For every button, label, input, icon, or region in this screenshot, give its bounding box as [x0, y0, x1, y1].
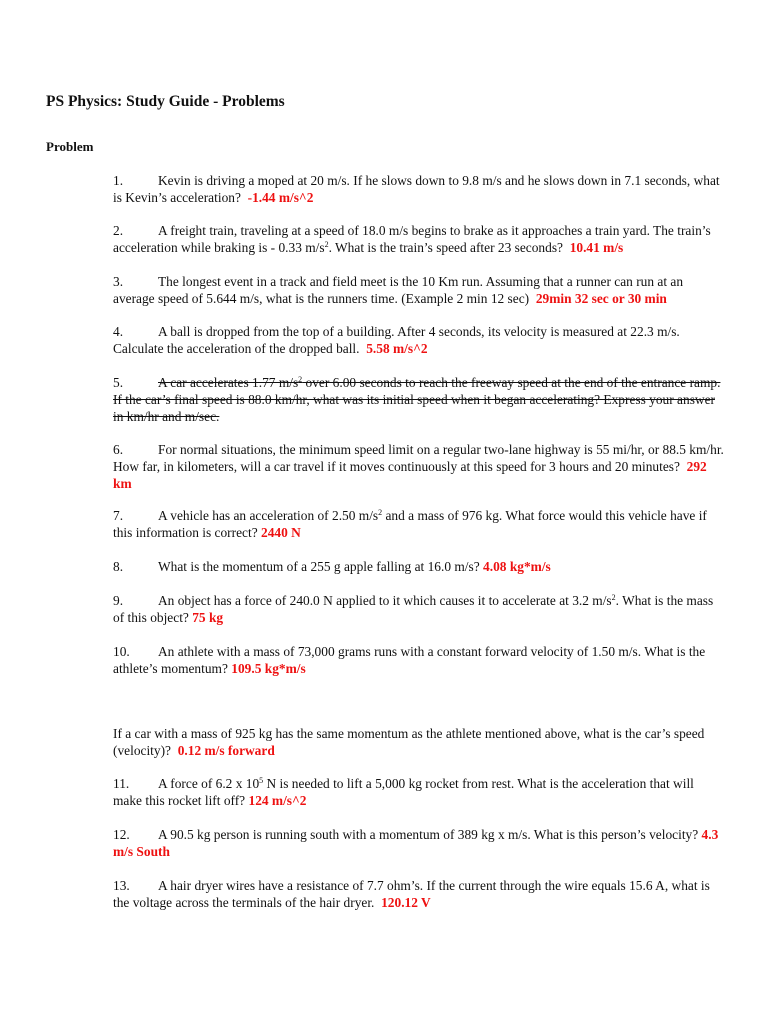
problem-text: Kevin is driving a moped at 20 m/s. If he slows down to 9.8 m/s and he slows down in 7.1 seconds, what is Kevin’s acceleration?: [113, 173, 720, 205]
problem-8: [113, 558, 725, 575]
problem-number: 4.: [113, 324, 124, 339]
problem-7: [113, 507, 725, 541]
problem-2: [113, 222, 725, 256]
problem-number: 12.: [113, 827, 130, 842]
problem-text-cont: . What is the mass of this object?: [113, 593, 714, 625]
problem-followup: [113, 725, 725, 759]
answer: 5.58 m/s^2: [366, 341, 428, 356]
problem-text-cont: N is needed to lift a 5,000 kg rocket from rest. What is the acceleration that will make this rocket lift off?: [113, 776, 694, 808]
problem-13: [113, 877, 725, 911]
problem-text: An athlete with a mass of 73,000 grams runs with a constant forward velocity of 1.50 m/s. What is the athlete’s momentum?: [113, 644, 706, 676]
problem-number: 6.: [113, 442, 124, 457]
superscript: 2: [611, 593, 616, 602]
superscript: 2: [324, 240, 329, 249]
problem-number: 8.: [113, 559, 124, 574]
answer: 29min 32 sec or 30 min: [535, 291, 667, 306]
problem-5: [113, 374, 725, 425]
problem-number: 10.: [113, 644, 130, 659]
problem-text-cont: and a mass of 976 kg. What force would this vehicle have if this information is correct?: [113, 508, 707, 540]
answer: 10.41 m/s: [569, 240, 624, 255]
problem-text: An object has a force of 240.0 N applied to it which causes it to accelerate at 3.2 m/s: [158, 593, 612, 608]
problem-text: If a car with a mass of 925 kg has the same momentum as the athlete mentioned above, what is the car’s speed (velocity)?: [113, 726, 705, 758]
problem-text: A freight train, traveling at a speed of 18.0 m/s begins to brake as it approaches a train yard. The train’s acceleration while braking is - 0.33 m/s: [113, 223, 711, 255]
problem-text: A force of 6.2 x 10: [158, 776, 260, 791]
problem-text-cont: . What is the train’s speed after 23 seconds?: [328, 240, 563, 255]
problem-6: [113, 441, 725, 492]
problem-number: 11.: [113, 776, 130, 791]
problem-number: 1.: [113, 173, 124, 188]
problem-11: [113, 775, 725, 809]
problem-number: 9.: [113, 593, 124, 608]
problem-3: [113, 273, 725, 307]
problem-text: A ball is dropped from the top of a building. After 4 seconds, its velocity is measured at 22.3 m/s. Calculate the acceleration of the dropped ball.: [113, 324, 680, 356]
answer: -1.44 m/s^2: [247, 190, 314, 205]
problem-text: For normal situations, the minimum speed limit on a regular two-lane highway is 55 mi/hr, or 88.5 km/hr. How far, in kilometers, will a car travel if it moves continuously at this speed for 3 hours and 20 minutes?: [113, 442, 724, 474]
superscript: 2: [298, 375, 303, 384]
answer: 4.3 m/s South: [113, 827, 719, 859]
problem-text: The longest event in a track and field meet is the 10 Km run. Assuming that a runner can run at an average speed of 5.644 m/s, what is the runners time. (Example 2 min 12 sec): [113, 274, 684, 306]
problem-10: [113, 643, 725, 677]
answer: 109.5 kg*m/s: [231, 661, 306, 676]
problem-12: [113, 826, 725, 860]
problem-1: [113, 172, 725, 206]
problem-number: 3.: [113, 274, 124, 289]
problem-text: What is the momentum of a 255 g apple falling at 16.0 m/s?: [158, 559, 480, 574]
answer: 4.08 kg*m/s: [483, 559, 551, 574]
problem-number: 13.: [113, 878, 130, 893]
answer: 75 kg: [192, 610, 224, 625]
problem-text: A car accelerates 1.77 m/s: [158, 375, 299, 390]
problem-9: [113, 592, 725, 626]
answer: 292 km: [113, 459, 707, 491]
answer: 0.12 m/s forward: [177, 743, 275, 758]
superscript: 2: [378, 508, 383, 517]
problem-number: 5.: [113, 375, 124, 390]
problem-text: A vehicle has an acceleration of 2.50 m/s: [158, 508, 379, 523]
problem-text-struck: [113, 375, 720, 424]
page-title: PS Physics: Study Guide - Problems: [46, 93, 285, 110]
answer: 124 m/s^2: [248, 793, 307, 808]
superscript: 5: [259, 776, 264, 785]
section-heading: Problem: [46, 139, 94, 154]
problem-text: A 90.5 kg person is running south with a momentum of 389 kg x m/s. What is this person’s velocity?: [158, 827, 699, 842]
problem-4: [113, 323, 725, 357]
answer: 120.12 V: [381, 895, 431, 910]
problem-text-cont: over 6.00 seconds to reach the freeway speed at the end of the entrance ramp. If the car’s final speed is 88.0 km/hr, what was its initial speed when it began accelerating? Express your answer in km/hr and m/sec.: [113, 375, 721, 424]
problem-number: 7.: [113, 508, 124, 523]
problem-number: 2.: [113, 223, 124, 238]
problem-text: A hair dryer wires have a resistance of 7.7 ohm’s. If the current through the wire equals 15.6 A, what is the voltage across the terminals of the hair dryer.: [113, 878, 710, 910]
answer: 2440 N: [261, 525, 301, 540]
